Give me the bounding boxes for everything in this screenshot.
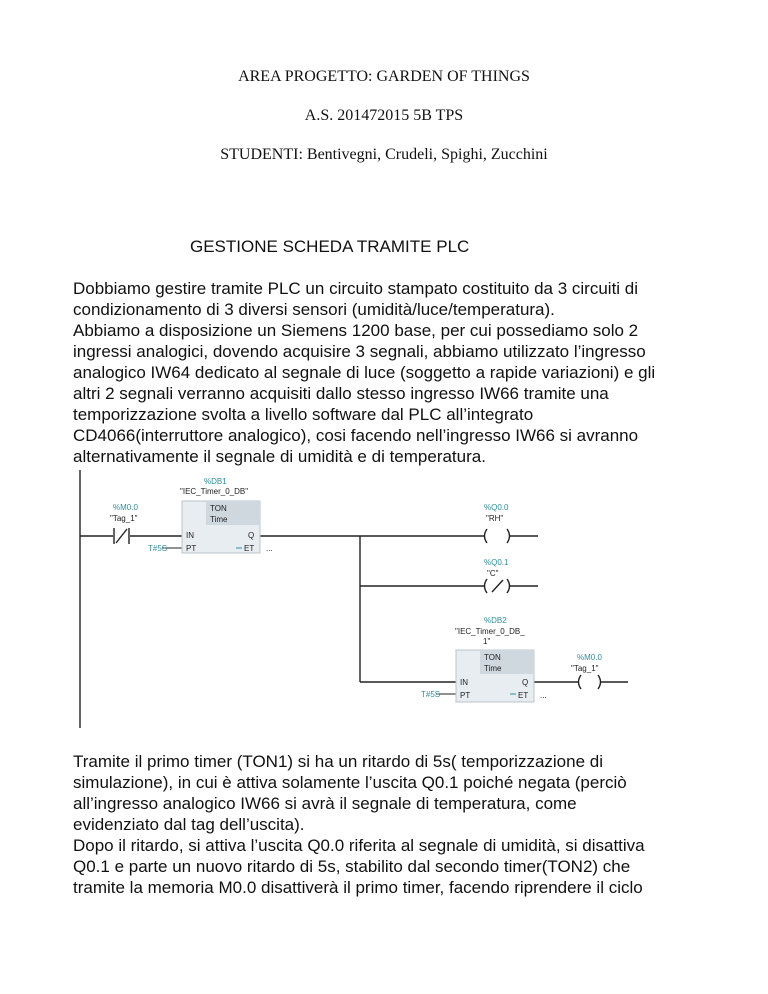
nc-contact-m00 [114,528,129,544]
ton2-in: IN [460,678,468,687]
et2-value: ... [540,691,547,700]
pt2-value: T#5S [421,690,441,699]
m00b-address: %M0.0 [577,653,602,662]
db1-address: %DB1 [204,477,227,486]
ton2-pt: PT [460,691,471,700]
paragraph-line: evidenziato dal tag dell’uscita). [73,815,305,834]
section-title: GESTIONE SCHEDA TRAMITE PLC [190,237,470,256]
school-year: A.S. 201472015 5B TPS [304,107,464,124]
students-line: STUDENTI: Bentivegni, Crudeli, Spighi, Zucchini [220,146,548,163]
ton1-sub: Time [210,515,228,524]
ton2-type: TON [484,653,501,662]
paragraph-line: temporizzazione svolta a livello software dal PLC all’integrato [73,405,534,424]
paragraph-line: Dopo il ritardo, si attiva l’uscita Q0.0 riferita al segnale di umidità, si disattiva [73,836,645,855]
q00-address: %Q0.0 [484,503,509,512]
ton1-pt: PT [186,544,197,553]
q00-tag: "RH" [486,514,504,523]
paragraph-line: Q0.1 e parte un nuovo ritardo di 5s, stabilito dal secondo timer(TON2) che [73,857,631,876]
ton2-sub: Time [484,664,502,673]
m00-tag: "Tag_1" [110,514,138,523]
db1-name: "IEC_Timer_0_DB" [180,487,249,496]
ton1-q: Q [248,531,255,540]
paragraph-line: CD4066(interruttore analogico), cosi facendo nell’ingresso IW66 si avranno [73,426,639,445]
project-title: AREA PROGETTO: GARDEN OF THINGS [238,68,530,85]
paragraph-line: ingressi analogici, dovendo acquisire 3 segnali, abbiamo utilizzato l’ingresso [73,342,646,361]
paragraph-line: all’ingresso analogico IW66 si avrà il segnale di temperatura, come [73,794,577,813]
ton1-type: TON [210,504,227,513]
coil-q01-negated [485,579,510,593]
ton2-q: Q [522,678,529,687]
paragraph-line: tramite la memoria M0.0 disattiverà il primo timer, facendo riprendere il ciclo [73,878,643,897]
paragraph-line: altri 2 segnali verranno acquisiti dallo stesso ingresso IW66 tramite una [73,384,609,403]
ton2-et: ET [518,691,529,700]
ton1-in: IN [186,531,194,540]
et1-value: ... [266,544,273,553]
m00b-tag: "Tag_1" [571,664,599,673]
coil-m00 [579,675,601,689]
db2-name-line1: "IEC_Timer_0_DB_ [455,627,525,636]
pt1-value: T#5S [148,544,168,553]
m00-address: %M0.0 [113,503,138,512]
paragraph-line: Dobbiamo gestire tramite PLC un circuito stampato costituito da 3 circuiti di [73,279,639,298]
q01-address: %Q0.1 [484,558,509,567]
ton1-et: ET [244,544,255,553]
db2-address: %DB2 [484,616,507,625]
paragraph-line: condizionamento di 3 diversi sensori (umidità/luce/temperatura). [73,300,555,319]
paragraph-line: Abbiamo a disposizione un Siemens 1200 base, per cui possediamo solo 2 [73,321,639,340]
db2-name-line2: 1" [483,637,491,646]
q01-tag: "C" [487,569,499,578]
coil-q00 [485,529,510,543]
paragraph-line: Tramite il primo timer (TON1) si ha un ritardo di 5s( temporizzazione di [73,752,603,771]
explanation-paragraph [73,751,733,898]
paragraph-line: alternativamente il segnale di umidità e di temperatura. [73,447,486,466]
paragraph-line: analogico IW64 dedicato al segnale di luce (soggetto a rapide variazioni) e gli [73,363,656,382]
paragraph-line: simulazione), in cui è attiva solamente l’uscita Q0.1 poiché negata (perciò [73,773,627,792]
